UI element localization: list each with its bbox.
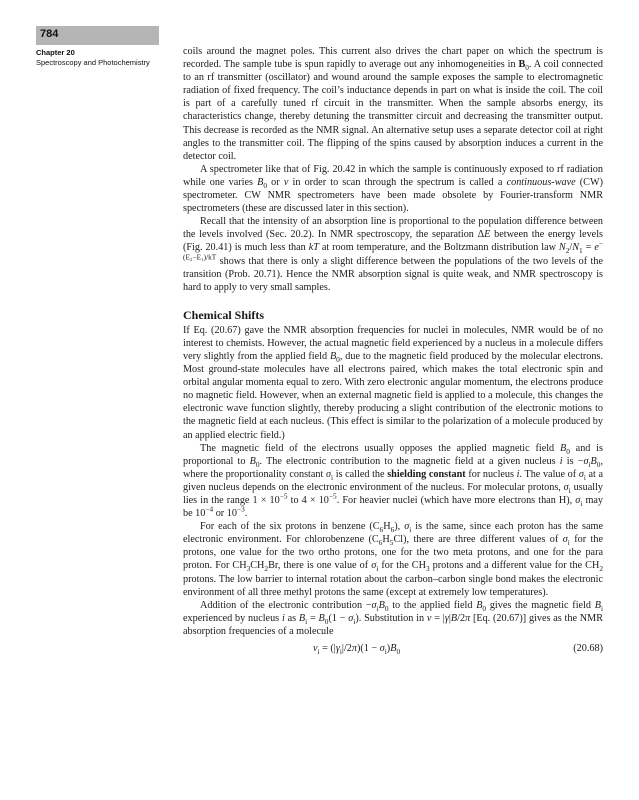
- subscript: i: [376, 564, 379, 574]
- superscript: −4: [205, 504, 214, 514]
- math-symbol: N: [572, 242, 580, 254]
- superscript: −5: [279, 491, 288, 501]
- text-run: . The value of: [519, 468, 579, 480]
- text-run: The magnetic field of the electrons usually opposes the applied magnetic field: [200, 442, 560, 454]
- math-symbol: B: [594, 599, 601, 611]
- text-run: . A coil connected to an rf transmitter (oscillator) and wound around the sample exposes the sample to electromagnetic radiation of fixed frequency. The coil’s inductance depends in part on what is inside the coil. The coil is part of a carefully tuned rf circuit in the transmitter. When the sample absorbs energy, its characteristics change, thereby detuning the transmitter circuit and decreasing the transmitter output. This decrease is recorded as the NMR signal. An alternative setup uses a separate detector coil at right angles to the transmitter coil. The flipping of the spins caused by absorption induces a current in the detector coil.: [183, 59, 603, 162]
- text-run: /2: [457, 612, 466, 624]
- math-symbol: B: [450, 612, 458, 624]
- text-run: = (|: [319, 643, 336, 655]
- text-run: If Eq. (20.67) gave the NMR absorption frequencies for nuclei in molecules, NMR would be of no interest to chemists. However, the actual magnetic field experienced by a nucleus in a molecule differs very slightly from the applied field: [183, 324, 603, 362]
- text-run: as: [284, 612, 299, 624]
- text-run: = |: [431, 612, 445, 624]
- math-symbol: σ: [404, 521, 410, 533]
- text-run: between the energy levels (Fig. 20.41) is much less than: [183, 229, 603, 254]
- subscript: 0: [482, 603, 487, 613]
- equation-20-68: [183, 642, 603, 656]
- math-symbol: B: [559, 442, 567, 454]
- text-run: is the same, since each proton has the same electronic environment. For chlorobenzene (C: [183, 521, 603, 546]
- subscript: 0: [525, 63, 529, 73]
- subscript: i: [339, 647, 342, 657]
- body-paragraph: [183, 442, 603, 521]
- text-run: is −: [562, 455, 584, 467]
- text-run: protons and a different value for the CH: [429, 560, 600, 572]
- subscript: i: [317, 647, 320, 657]
- text-run: . The electronic contribution to the magnetic field at a given nucleus: [259, 455, 560, 467]
- chapter-label: Chapter 20: [36, 48, 75, 57]
- text-run: (1 −: [328, 612, 349, 624]
- equation-expression: [313, 642, 400, 655]
- text-run: Cl), there are three different values of: [393, 534, 563, 546]
- subscript: i: [376, 603, 379, 613]
- page-number: 784: [40, 28, 59, 40]
- math-symbol: B: [318, 612, 325, 624]
- subscript: i: [331, 472, 334, 482]
- text-run: Addition of the electronic contribution −: [200, 599, 372, 611]
- subscript: 0: [396, 647, 401, 657]
- math-symbol: B: [476, 599, 483, 611]
- section-heading: Chemical Shifts: [183, 307, 264, 322]
- math-symbol: σ: [371, 560, 377, 572]
- math-symbol: kT: [308, 242, 319, 254]
- text-run: and is proportional to: [183, 442, 603, 467]
- math-symbol: ν: [283, 176, 289, 188]
- subscript: 2: [264, 564, 269, 574]
- subscript: i: [305, 616, 308, 626]
- text-run: ),: [394, 521, 405, 533]
- text-run: in order to scan through the spectrum is called a: [288, 176, 507, 188]
- subscript: 6: [378, 538, 383, 548]
- text-run: /: [569, 242, 573, 254]
- body-paragraph: [183, 45, 603, 163]
- math-symbol: e: [594, 242, 599, 254]
- math-symbol: continuous-wave: [506, 176, 576, 188]
- superscript: −3: [236, 504, 245, 514]
- body-paragraph: [183, 599, 603, 638]
- text-run: )(1 −: [357, 643, 380, 655]
- text-run: , where the proportionality constant: [183, 455, 603, 480]
- subscript: 6: [390, 525, 395, 535]
- text-run: (CW) spectrometer. CW NMR spectrometers have been made obsolete by Fourier-transform NMR spectrometers (these are discussed later in this section).: [183, 176, 603, 215]
- superscript: −(E₂−E₁)/kT: [183, 239, 603, 262]
- math-symbol: B: [257, 176, 264, 188]
- math-symbol: B: [590, 455, 597, 467]
- text-run: ): [386, 643, 391, 655]
- math-symbol: E: [484, 229, 491, 241]
- bold-term: B: [518, 59, 526, 71]
- chapter-title: Spectroscopy and Photochemistry: [36, 58, 150, 67]
- superscript: −5: [328, 491, 337, 501]
- math-symbol: γ: [444, 612, 449, 624]
- subscript: i: [353, 616, 356, 626]
- text-run: for the CH: [378, 560, 426, 572]
- subscript: 2: [565, 246, 570, 256]
- text-run: may be 10: [183, 495, 603, 520]
- text-run: to the applied field: [388, 599, 477, 611]
- text-run: =: [582, 242, 595, 254]
- text-run: [Eq. (20.67)] gives as the NMR absorption frequencies of a molecule: [183, 612, 603, 637]
- math-symbol: σ: [563, 481, 569, 493]
- subscript: i: [600, 603, 603, 613]
- equation-number: (20.68): [573, 643, 603, 655]
- subscript: 0: [596, 459, 601, 469]
- subscript: 6: [379, 525, 384, 535]
- subscript: i: [588, 459, 591, 469]
- math-symbol: i: [516, 468, 520, 480]
- text-run: |/2: [341, 643, 352, 655]
- text-run: at room temperature, and the Boltzmann distribution law: [318, 242, 559, 254]
- subscript: 2: [599, 564, 603, 574]
- subscript: i: [583, 472, 586, 482]
- body-paragraph: [183, 163, 603, 215]
- subscript: 3: [246, 564, 251, 574]
- subscript: 0: [255, 459, 260, 469]
- text-run: at a given nucleus depends on the electronic environment of the nucleus. For molecular protons,: [183, 468, 604, 493]
- math-symbol: σ: [578, 468, 584, 480]
- math-symbol: σ: [379, 643, 385, 655]
- math-symbol: σ: [562, 534, 568, 546]
- text-run: usually lies in the range 1 × 10: [183, 481, 603, 506]
- subscript: 0: [263, 180, 268, 190]
- text-run: |: [448, 612, 451, 624]
- bold-term: shielding constant: [387, 468, 466, 480]
- math-symbol: B: [329, 350, 337, 362]
- math-symbol: σ: [583, 455, 589, 467]
- body-paragraph: [183, 324, 603, 442]
- math-symbol: ν: [426, 612, 432, 624]
- math-symbol: B: [390, 643, 397, 655]
- body-paragraph: [183, 520, 603, 599]
- math-symbol: i: [281, 612, 285, 624]
- subscript: i: [567, 538, 570, 548]
- text-run: or 10: [213, 508, 237, 520]
- text-run: or: [267, 176, 284, 188]
- subscript: 0: [384, 603, 389, 613]
- math-symbol: B: [298, 612, 306, 624]
- text-run: ). Substitution in: [355, 612, 427, 624]
- subscript: 0: [566, 446, 570, 456]
- text-run: A spectrometer like that of Fig. 20.42 in which the sample is continuously exposed to rf radiation while one varies: [183, 163, 603, 188]
- subscript: i: [568, 485, 571, 495]
- text-run: For each of the six protons in benzene (C: [200, 521, 380, 533]
- subscript: i: [384, 647, 387, 657]
- math-symbol: σ: [348, 612, 354, 624]
- math-symbol: π: [351, 643, 357, 655]
- text-run: protons. The low barrier to internal rotation about the carbon–carbon single bond makes the electronic environment of all three methyl protons the same (except at extremely low temperatures).: [183, 573, 603, 598]
- text-run: experienced by nucleus: [183, 612, 282, 624]
- text-run: H: [382, 534, 390, 546]
- text-run: H: [383, 521, 391, 533]
- text-run: coils around the magnet poles. This current also drives the chart paper on which the spectrum is recorded. The sample tube is spun rapidly to average out any inhomogeneities in: [183, 46, 603, 71]
- math-symbol: B: [378, 599, 385, 611]
- subscript: i: [409, 525, 412, 535]
- math-symbol: ν: [313, 643, 318, 655]
- text-run: shows that there is only a slight difference between the populations of the two levels of the transition (Prob. 20.71). Hence the NMR absorption signal is quite weak, and NMR spectroscopy is hard to apply to very small samples.: [183, 255, 603, 293]
- math-symbol: γ: [335, 643, 340, 655]
- text-run: Recall that the intensity of an absorption line is proportional to the population difference between the levels involved (Sec. 20.2). In NMR spectroscopy, the separation Δ: [183, 216, 603, 241]
- math-symbol: B: [249, 455, 256, 467]
- text-run: for nucleus: [465, 468, 517, 480]
- subscript: 1: [579, 246, 583, 256]
- math-symbol: i: [559, 455, 563, 467]
- math-symbol: N: [558, 242, 566, 254]
- text-run: CH: [250, 560, 265, 572]
- subscript: 0: [336, 355, 340, 364]
- text-run: is called the: [333, 468, 388, 480]
- body-paragraph: [183, 215, 603, 294]
- text-run: to 4 × 10: [287, 495, 329, 506]
- math-symbol: σ: [575, 495, 581, 506]
- math-symbol: π: [465, 612, 471, 624]
- subscript: 5: [389, 538, 394, 548]
- text-run: , due to the magnetic field produced by the molecular electrons. Most ground-state molecules have all electrons paired, which makes the total electronic spin and orbital angular momenta equal to zero. With zero electronic angular momentum, the electrons produce no magnetic field. However, when an external magnetic field is applied to a molecule, this changes the electronic wave function slightly, thereby producing a slight contribution of the electronic motions to the magnetic field at each nucleus. (This effect is similar to the polarization of a molecule produced by an applied electric field.): [183, 350, 603, 441]
- subscript: 3: [425, 564, 430, 574]
- math-symbol: σ: [325, 468, 331, 480]
- text-run: .: [244, 508, 248, 520]
- text-run: . For heavier nuclei (which have more electrons than H),: [336, 495, 576, 506]
- subscript: 0: [324, 616, 329, 626]
- main-text-column: [183, 45, 603, 656]
- text-run: for the protons, one value for the two ortho protons, one for the two meta protons, and one for the para proton. For CH: [183, 534, 604, 572]
- math-symbol: σ: [371, 599, 377, 611]
- subscript: i: [580, 499, 583, 509]
- text-run: Br, there is one value of: [268, 560, 372, 572]
- text-run: gives the magnetic field: [486, 599, 595, 611]
- text-run: =: [307, 612, 319, 624]
